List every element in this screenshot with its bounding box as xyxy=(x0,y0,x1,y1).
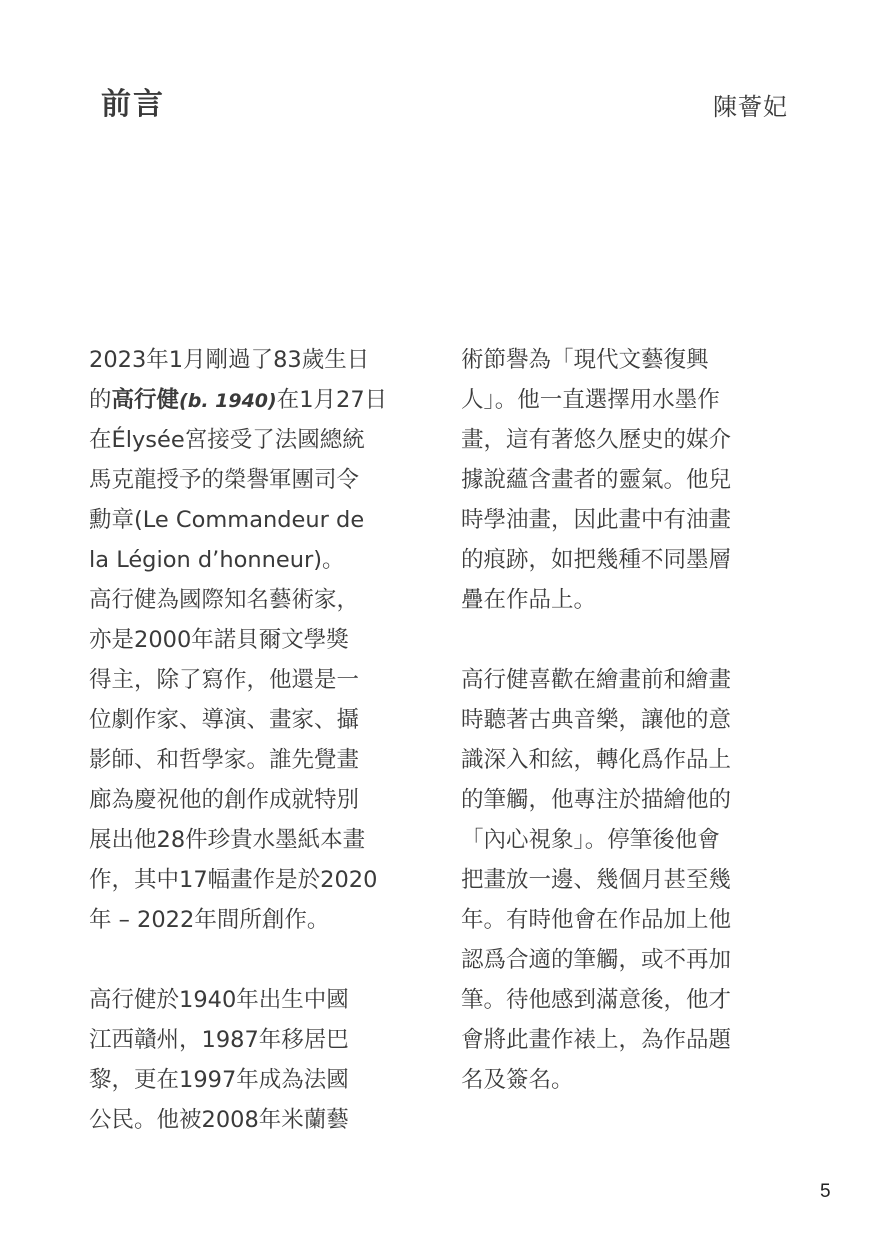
text-line: 「內心視象」。停筆後他會 xyxy=(461,827,720,853)
text-line: 作，其中17幅畫作是於2020 xyxy=(89,867,378,893)
text-line: 年 – 2022年間所創作。 xyxy=(89,907,330,933)
artist-birth-year: (b. 1940) xyxy=(179,390,277,412)
author-name: 陳薈妃 xyxy=(713,93,788,121)
text-line: 黎，更在1997年成為法國 xyxy=(89,1067,349,1093)
left-column xyxy=(89,340,415,1140)
text-line: 時聽著古典音樂，讓他的意 xyxy=(461,707,732,733)
text-line: 位劇作家、導演、畫家、攝 xyxy=(89,707,360,733)
paragraph-gap xyxy=(89,940,415,980)
text-line: 馬克龍授予的榮譽軍團司令 xyxy=(89,467,360,493)
text-line: 亦是2000年諾貝爾文學獎 xyxy=(89,627,349,653)
text-line: 高行健於1940年出生中國 xyxy=(89,987,349,1013)
text-line: 公民。他被2008年米蘭藝 xyxy=(89,1107,349,1133)
text-line: 把畫放一邊、幾個月甚至幾 xyxy=(461,867,732,893)
text-line: 展出他28件珍貴水墨紙本畫 xyxy=(89,827,366,853)
text-line: 疊在作品上。 xyxy=(461,587,597,613)
text-line: 識深入和絃，轉化爲作品上 xyxy=(461,747,732,773)
text-line: 廊為慶祝他的創作成就特別 xyxy=(89,787,360,813)
text-line: 名及簽名。 xyxy=(461,1067,574,1093)
text-line: 畫，這有著悠久歷史的媒介 xyxy=(461,427,732,453)
text-line: 在Élysée宮接受了法國總統 xyxy=(89,427,365,453)
page-title: 前言 xyxy=(101,87,165,122)
text-line: 的筆觸，他專注於描繪他的 xyxy=(461,787,732,813)
text-line: la Légion d’honneur)。 xyxy=(89,547,345,573)
text-line: 認爲合適的筆觸，或不再加 xyxy=(461,947,732,973)
text-line: 年。有時他會在作品加上他 xyxy=(461,907,732,933)
text-line: 的痕跡，如把幾種不同墨層 xyxy=(461,547,732,573)
text-line: 江西贛州，1987年移居巴 xyxy=(89,1027,349,1053)
page-number: 5 xyxy=(820,1181,831,1202)
text-line: 高行健喜歡在繪畫前和繪畫 xyxy=(461,667,732,693)
text-line: 筆。待他感到滿意後，他才 xyxy=(461,987,732,1013)
text-line: 據說蘊含畫者的靈氣。他兒 xyxy=(461,467,732,493)
text-line-with-name xyxy=(89,380,415,420)
text-line: 人」。他一直選擇用水墨作 xyxy=(461,387,720,413)
text-line: 2023年1月剛過了83歲生日 xyxy=(89,347,370,373)
text-line: 術節譽為「現代文藝復興 xyxy=(461,347,709,373)
text-line: 時學油畫，因此畫中有油畫 xyxy=(461,507,732,533)
right-column xyxy=(461,340,787,1100)
text-line: 高行健為國際知名藝術家， xyxy=(89,587,360,613)
artist-name: 高行健 xyxy=(111,387,180,413)
text-fragment: 在1月27日 xyxy=(276,387,388,413)
text-fragment: 的 xyxy=(89,387,112,413)
text-line: 勳章(Le Commandeur de xyxy=(89,507,365,533)
text-line: 得主，除了寫作，他還是一 xyxy=(89,667,360,693)
text-line: 影師、和哲學家。誰先覺畫 xyxy=(89,747,360,773)
text-line: 會將此畫作裱上，為作品題 xyxy=(461,1027,732,1053)
paragraph-gap xyxy=(461,620,787,660)
